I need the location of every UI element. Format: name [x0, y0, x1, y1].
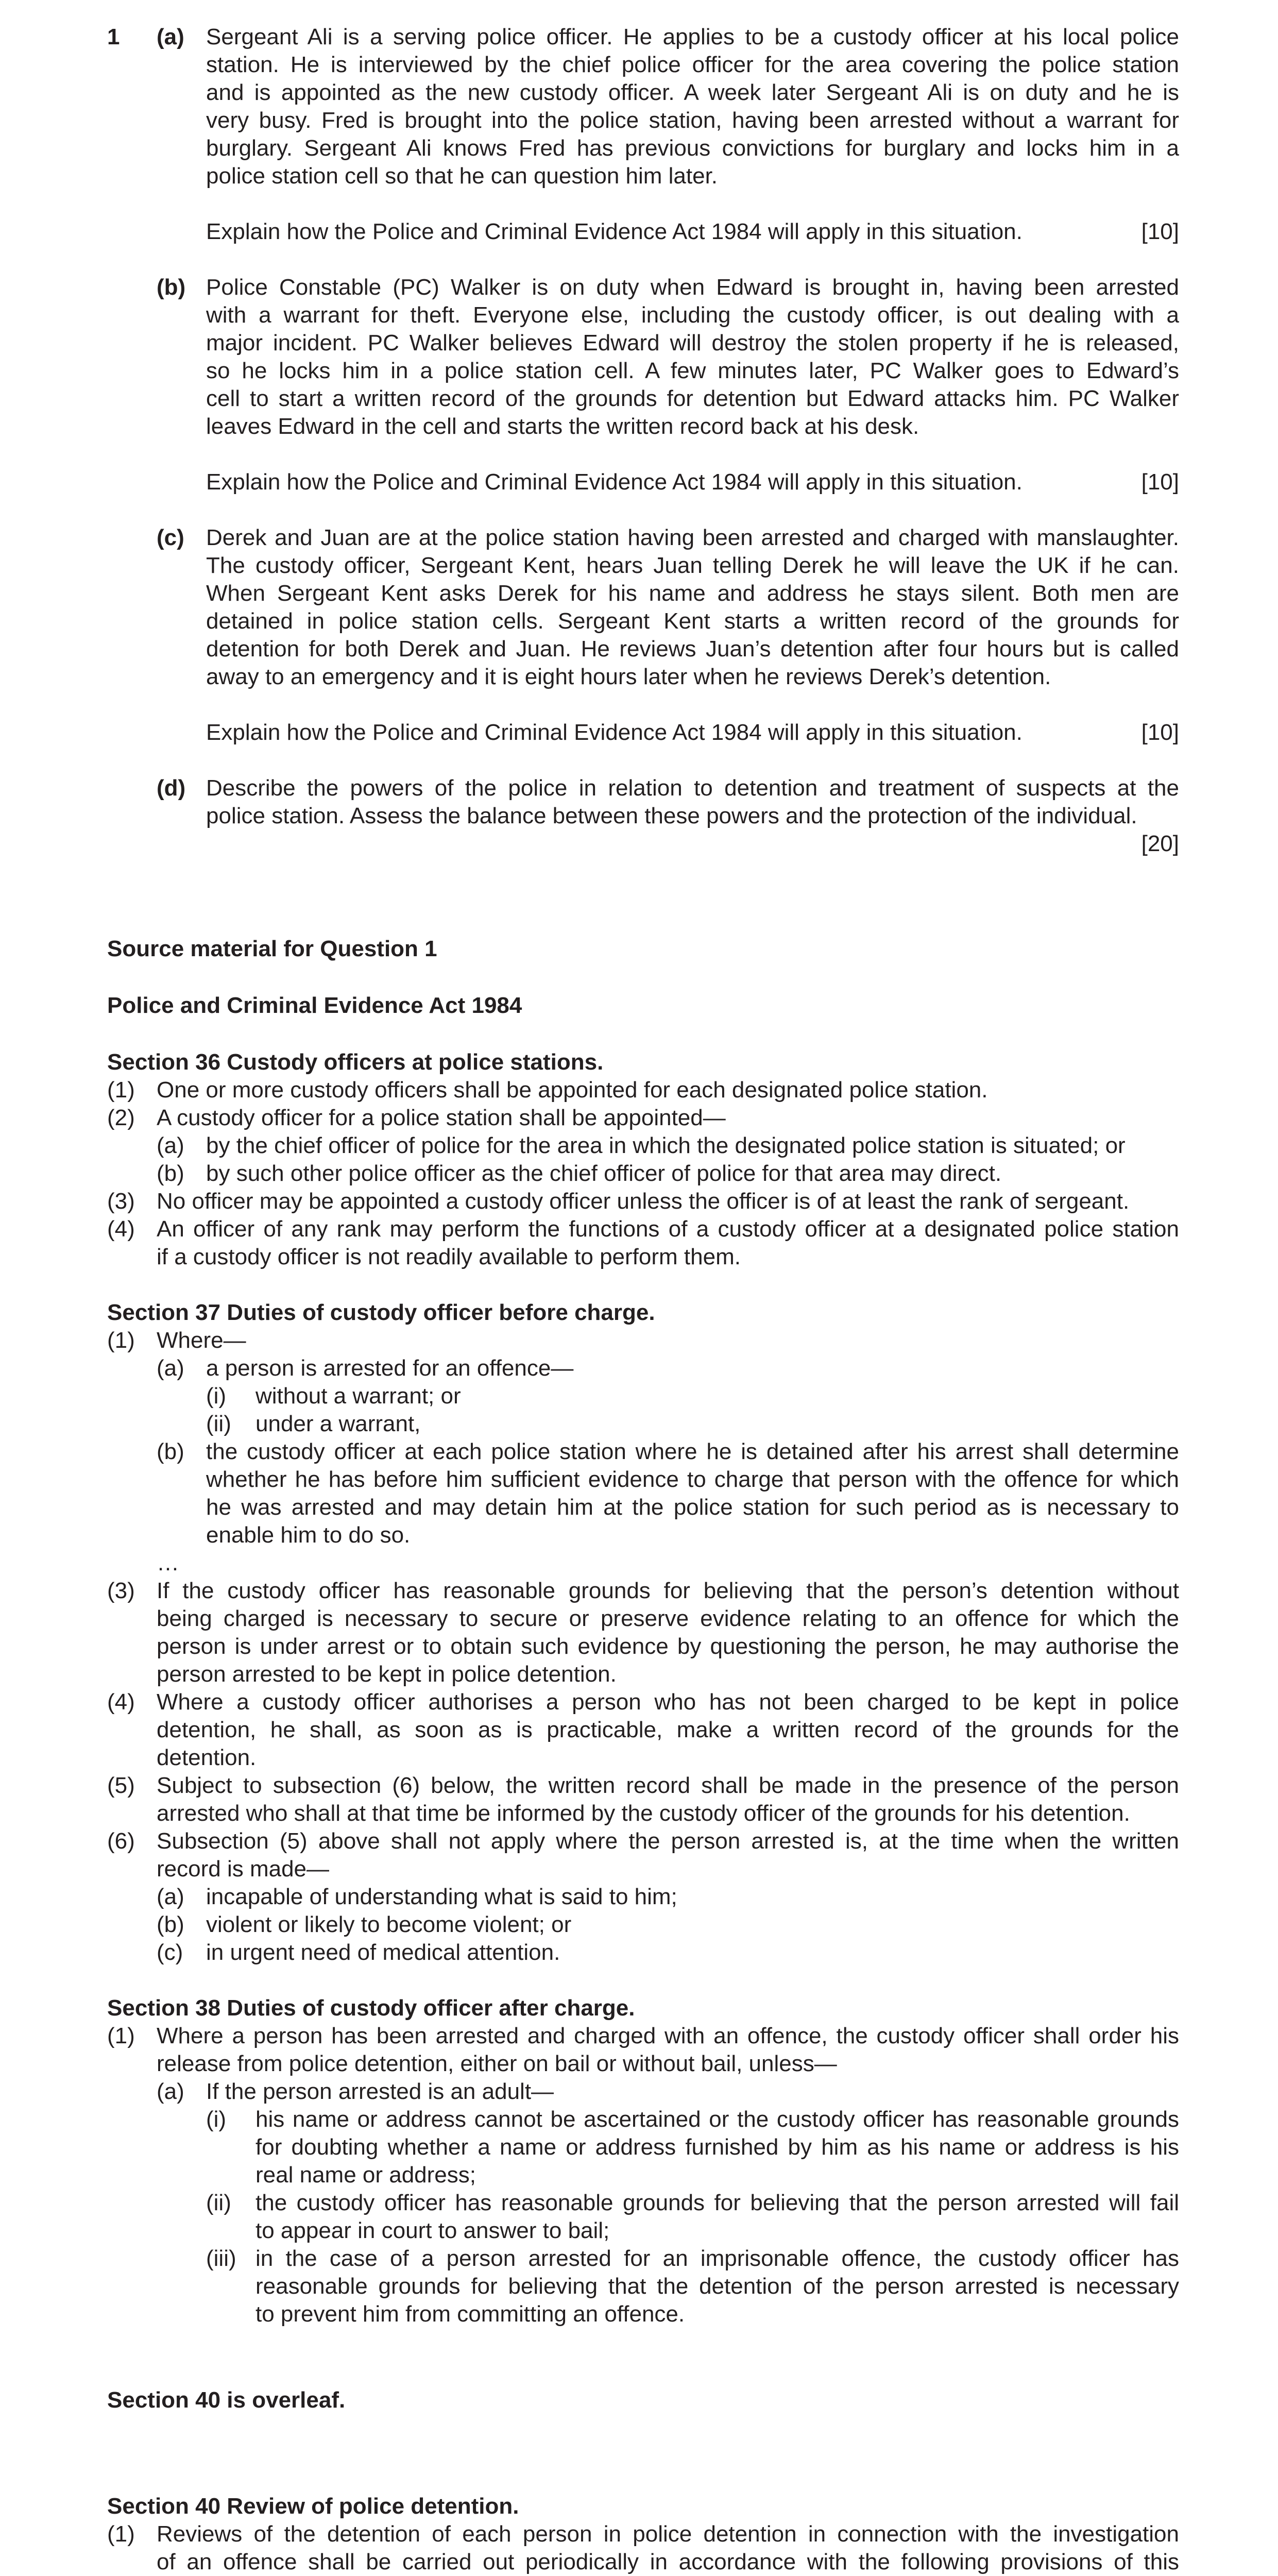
part-d-text-line: Describe the powers of the police in relation to detention and treatment of suspects at the — [206, 775, 1179, 801]
paragraph-letter: (b) — [157, 1439, 184, 1464]
s40-subsection-1-line: of an offence shall be carried out periodically in accordance with the following provisions of this — [157, 2549, 1179, 2574]
sub-paragraph-numeral: (i) — [206, 1383, 227, 1409]
s37-subsection-1: Where— — [157, 1328, 246, 1353]
paragraph-letter: (a) — [157, 1355, 184, 1381]
part-b-text-line: leaves Edward in the cell and starts the written record back at his desk. — [206, 414, 919, 439]
part-b-instruction: Explain how the Police and Criminal Evidence Act 1984 will apply in this situation. — [206, 469, 1023, 495]
part-c-text-line: detention for both Derek and Juan. He reviews Juan’s detention after four hours but is called — [206, 636, 1179, 662]
paragraph-letter: (a) — [157, 2079, 184, 2104]
part-a-marks: [10] — [1141, 219, 1179, 244]
part-c-label: (c) — [157, 525, 184, 550]
part-c-text-line: The custody officer, Sergeant Kent, hears Juan telling Derek he will leave the UK if he can. — [206, 553, 1179, 578]
part-b-text-line: cell to start a written record of the grounds for detention but Edward attacks him. PC Walker — [206, 386, 1179, 411]
s36-subsection-3: No officer may be appointed a custody officer unless the officer is of at least the rank of sergeant. — [157, 1189, 1130, 1214]
s37-paragraph-1b-line: whether he has before him sufficient evidence to charge that person with the offence for which — [206, 1467, 1179, 1492]
s38-sub-paragraph-i-line: real name or address; — [255, 2162, 476, 2188]
s37-subsection-4-line: detention. — [157, 1745, 257, 1770]
part-c-text-line: detained in police station cells. Sergeant Kent starts a written record of the grounds for — [206, 608, 1179, 634]
act-title: Police and Criminal Evidence Act 1984 — [107, 993, 522, 1018]
s37-subsection-4-line: Where a custody officer authorises a person who has not been charged to be kept in police — [157, 1689, 1179, 1715]
s38-sub-paragraph-iii-line: reasonable grounds for believing that the detention of the person arrested is necessary — [255, 2274, 1179, 2299]
sub-paragraph-numeral: (iii) — [206, 2246, 236, 2271]
part-a-label: (a) — [157, 24, 184, 49]
s37-paragraph-1a: a person is arrested for an offence— — [206, 1355, 574, 1381]
s37-paragraph-6a: incapable of understanding what is said to him; — [206, 1884, 677, 1909]
subsection-number: (1) — [107, 1077, 135, 1103]
s37-paragraph-1b-line: he was arrested and may detain him at the police station for such period as is necessary to — [206, 1495, 1179, 1520]
part-a-text-line: very busy. Fred is brought into the police station, having been arrested without a warrant for — [206, 108, 1179, 133]
s38-sub-paragraph-i-line: for doubting whether a name or address furnished by him as his name or address is his — [255, 2134, 1179, 2160]
part-c-text-line: Derek and Juan are at the police station having been arrested and charged with manslaughter. — [206, 525, 1179, 550]
s36-paragraph-2a: by the chief officer of police for the area in which the designated police station is situated; or — [206, 1133, 1126, 1158]
s37-paragraph-6b: violent or likely to become violent; or — [206, 1912, 572, 1937]
s37-sub-paragraph-i: without a warrant; or — [255, 1383, 461, 1409]
part-c-instruction: Explain how the Police and Criminal Evidence Act 1984 will apply in this situation. — [206, 720, 1023, 745]
sub-paragraph-numeral: (ii) — [206, 2190, 231, 2215]
paragraph-letter: (b) — [157, 1161, 184, 1186]
sub-paragraph-numeral: (i) — [206, 2107, 227, 2132]
part-b-text-line: Police Constable (PC) Walker is on duty when Edward is brought in, having been arrested — [206, 275, 1179, 300]
s40-subsection-1-line: Reviews of the detention of each person in police detention in connection with the investigation — [157, 2521, 1179, 2547]
s37-paragraph-1b-line: the custody officer at each police station where he is detained after his arrest shall determine — [206, 1439, 1179, 1464]
part-a-text-line: and is appointed as the new custody officer. A week later Sergeant Ali is on duty and he is — [206, 80, 1179, 105]
part-d-marks: [20] — [1141, 831, 1179, 856]
subsection-number: (1) — [107, 2023, 135, 2048]
s36-paragraph-2b: by such other police officer as the chief officer of police for that area may direct. — [206, 1161, 1002, 1186]
s37-subsection-5-line: Subject to subsection (6) below, the written record shall be made in the presence of the person — [157, 1773, 1179, 1798]
question-number: 1 — [107, 24, 120, 49]
subsection-number: (2) — [107, 1105, 135, 1130]
s38-sub-paragraph-ii-line: the custody officer has reasonable grounds for believing that the person arrested will fail — [255, 2190, 1179, 2215]
subsection-number: (6) — [107, 1828, 135, 1854]
s37-subsection-6-line: Subsection (5) above shall not apply where the person arrested is, at the time when the written — [157, 1828, 1179, 1854]
s37-subsection-5-line: arrested who shall at that time be informed by the custody officer of the grounds for his detention. — [157, 1801, 1130, 1826]
part-a-text-line: station. He is interviewed by the chief police officer for the area covering the police station — [206, 52, 1179, 77]
s37-paragraph-6c: in urgent need of medical attention. — [206, 1940, 560, 1965]
s36-subsection-4-line: An officer of any rank may perform the functions of a custody officer at a designated police station — [157, 1216, 1179, 1242]
section-38-heading: Section 38 Duties of custody officer after charge. — [107, 1995, 635, 2021]
part-c-text-line: away to an emergency and it is eight hours later when he reviews Derek’s detention. — [206, 664, 1051, 689]
part-a-text-line: Sergeant Ali is a serving police officer. He applies to be a custody officer at his local police — [206, 24, 1179, 49]
part-b-text-line: with a warrant for theft. Everyone else, including the custody officer, is out dealing with a — [206, 302, 1179, 328]
part-d-text-line: police station. Assess the balance between these powers and the protection of the individual. — [206, 803, 1137, 828]
s38-subsection-1-line: Where a person has been arrested and charged with an offence, the custody officer shall order his — [157, 2023, 1179, 2048]
s36-subsection-4-line: if a custody officer is not readily available to perform them. — [157, 1244, 741, 1269]
s37-subsection-3-line: person arrested to be kept in police detention. — [157, 1662, 617, 1687]
part-b-label: (b) — [157, 275, 186, 300]
s37-paragraph-1b-line: enable him to do so. — [206, 1522, 411, 1548]
s37-sub-paragraph-ii: under a warrant, — [255, 1411, 421, 1436]
s37-subsection-3-line: being charged is necessary to secure or preserve evidence relating to an offence for which the — [157, 1606, 1179, 1631]
source-heading: Source material for Question 1 — [107, 936, 437, 961]
part-a-instruction: Explain how the Police and Criminal Evidence Act 1984 will apply in this situation. — [206, 219, 1023, 244]
s37-subsection-4-line: detention, he shall, as soon as is practicable, make a written record of the grounds for the — [157, 1717, 1179, 1742]
paragraph-letter: (c) — [157, 1940, 183, 1965]
s37-subsection-3-line: If the custody officer has reasonable grounds for believing that the person’s detention without — [157, 1578, 1179, 1603]
s38-sub-paragraph-iii-line: in the case of a person arrested for an imprisonable offence, the custody officer has — [255, 2246, 1179, 2271]
part-c-text-line: When Sergeant Kent asks Derek for his name and address he stays silent. Both men are — [206, 581, 1179, 606]
part-b-text-line: major incident. PC Walker believes Edward will destroy the stolen property if he is released, — [206, 330, 1179, 355]
sub-paragraph-numeral: (ii) — [206, 1411, 231, 1436]
omission-ellipsis: … — [157, 1550, 179, 1575]
s37-subsection-3-line: person is under arrest or to obtain such evidence by questioning the person, he may authorise the — [157, 1634, 1179, 1659]
subsection-number: (3) — [107, 1578, 135, 1603]
s38-paragraph-1a: If the person arrested is an adult— — [206, 2079, 554, 2104]
subsection-number: (3) — [107, 1189, 135, 1214]
s38-sub-paragraph-iii-line: to prevent him from committing an offence. — [255, 2301, 685, 2327]
part-b-marks: [10] — [1141, 469, 1179, 495]
paragraph-letter: (a) — [157, 1133, 184, 1158]
s38-subsection-1-line: release from police detention, either on bail or without bail, unless— — [157, 2051, 837, 2076]
part-c-marks: [10] — [1141, 720, 1179, 745]
s38-sub-paragraph-i-line: his name or address cannot be ascertained or the custody officer has reasonable grounds — [255, 2107, 1179, 2132]
s37-subsection-6-line: record is made— — [157, 1856, 330, 1882]
section-37-heading: Section 37 Duties of custody officer before charge. — [107, 1300, 655, 1325]
subsection-number: (4) — [107, 1689, 135, 1715]
part-a-text-line: police station cell so that he can question him later. — [206, 163, 718, 189]
paragraph-letter: (b) — [157, 1912, 184, 1937]
subsection-number: (1) — [107, 2521, 135, 2547]
section-36-heading: Section 36 Custody officers at police stations. — [107, 1049, 604, 1075]
s36-subsection-1: One or more custody officers shall be appointed for each designated police station. — [157, 1077, 988, 1103]
paragraph-letter: (a) — [157, 1884, 184, 1909]
subsection-number: (1) — [107, 1328, 135, 1353]
overleaf-note: Section 40 is overleaf. — [107, 2387, 346, 2413]
subsection-number: (4) — [107, 1216, 135, 1242]
part-b-text-line: so he locks him in a police station cell. A few minutes later, PC Walker goes to Edward’s — [206, 358, 1179, 383]
subsection-number: (5) — [107, 1773, 135, 1798]
part-a-text-line: burglary. Sergeant Ali knows Fred has previous convictions for burglary and locks him in a — [206, 135, 1179, 161]
s38-sub-paragraph-ii-line: to appear in court to answer to bail; — [255, 2218, 610, 2243]
s36-subsection-2: A custody officer for a police station shall be appointed— — [157, 1105, 726, 1130]
part-d-label: (d) — [157, 775, 186, 801]
section-40-heading: Section 40 Review of police detention. — [107, 2494, 519, 2519]
